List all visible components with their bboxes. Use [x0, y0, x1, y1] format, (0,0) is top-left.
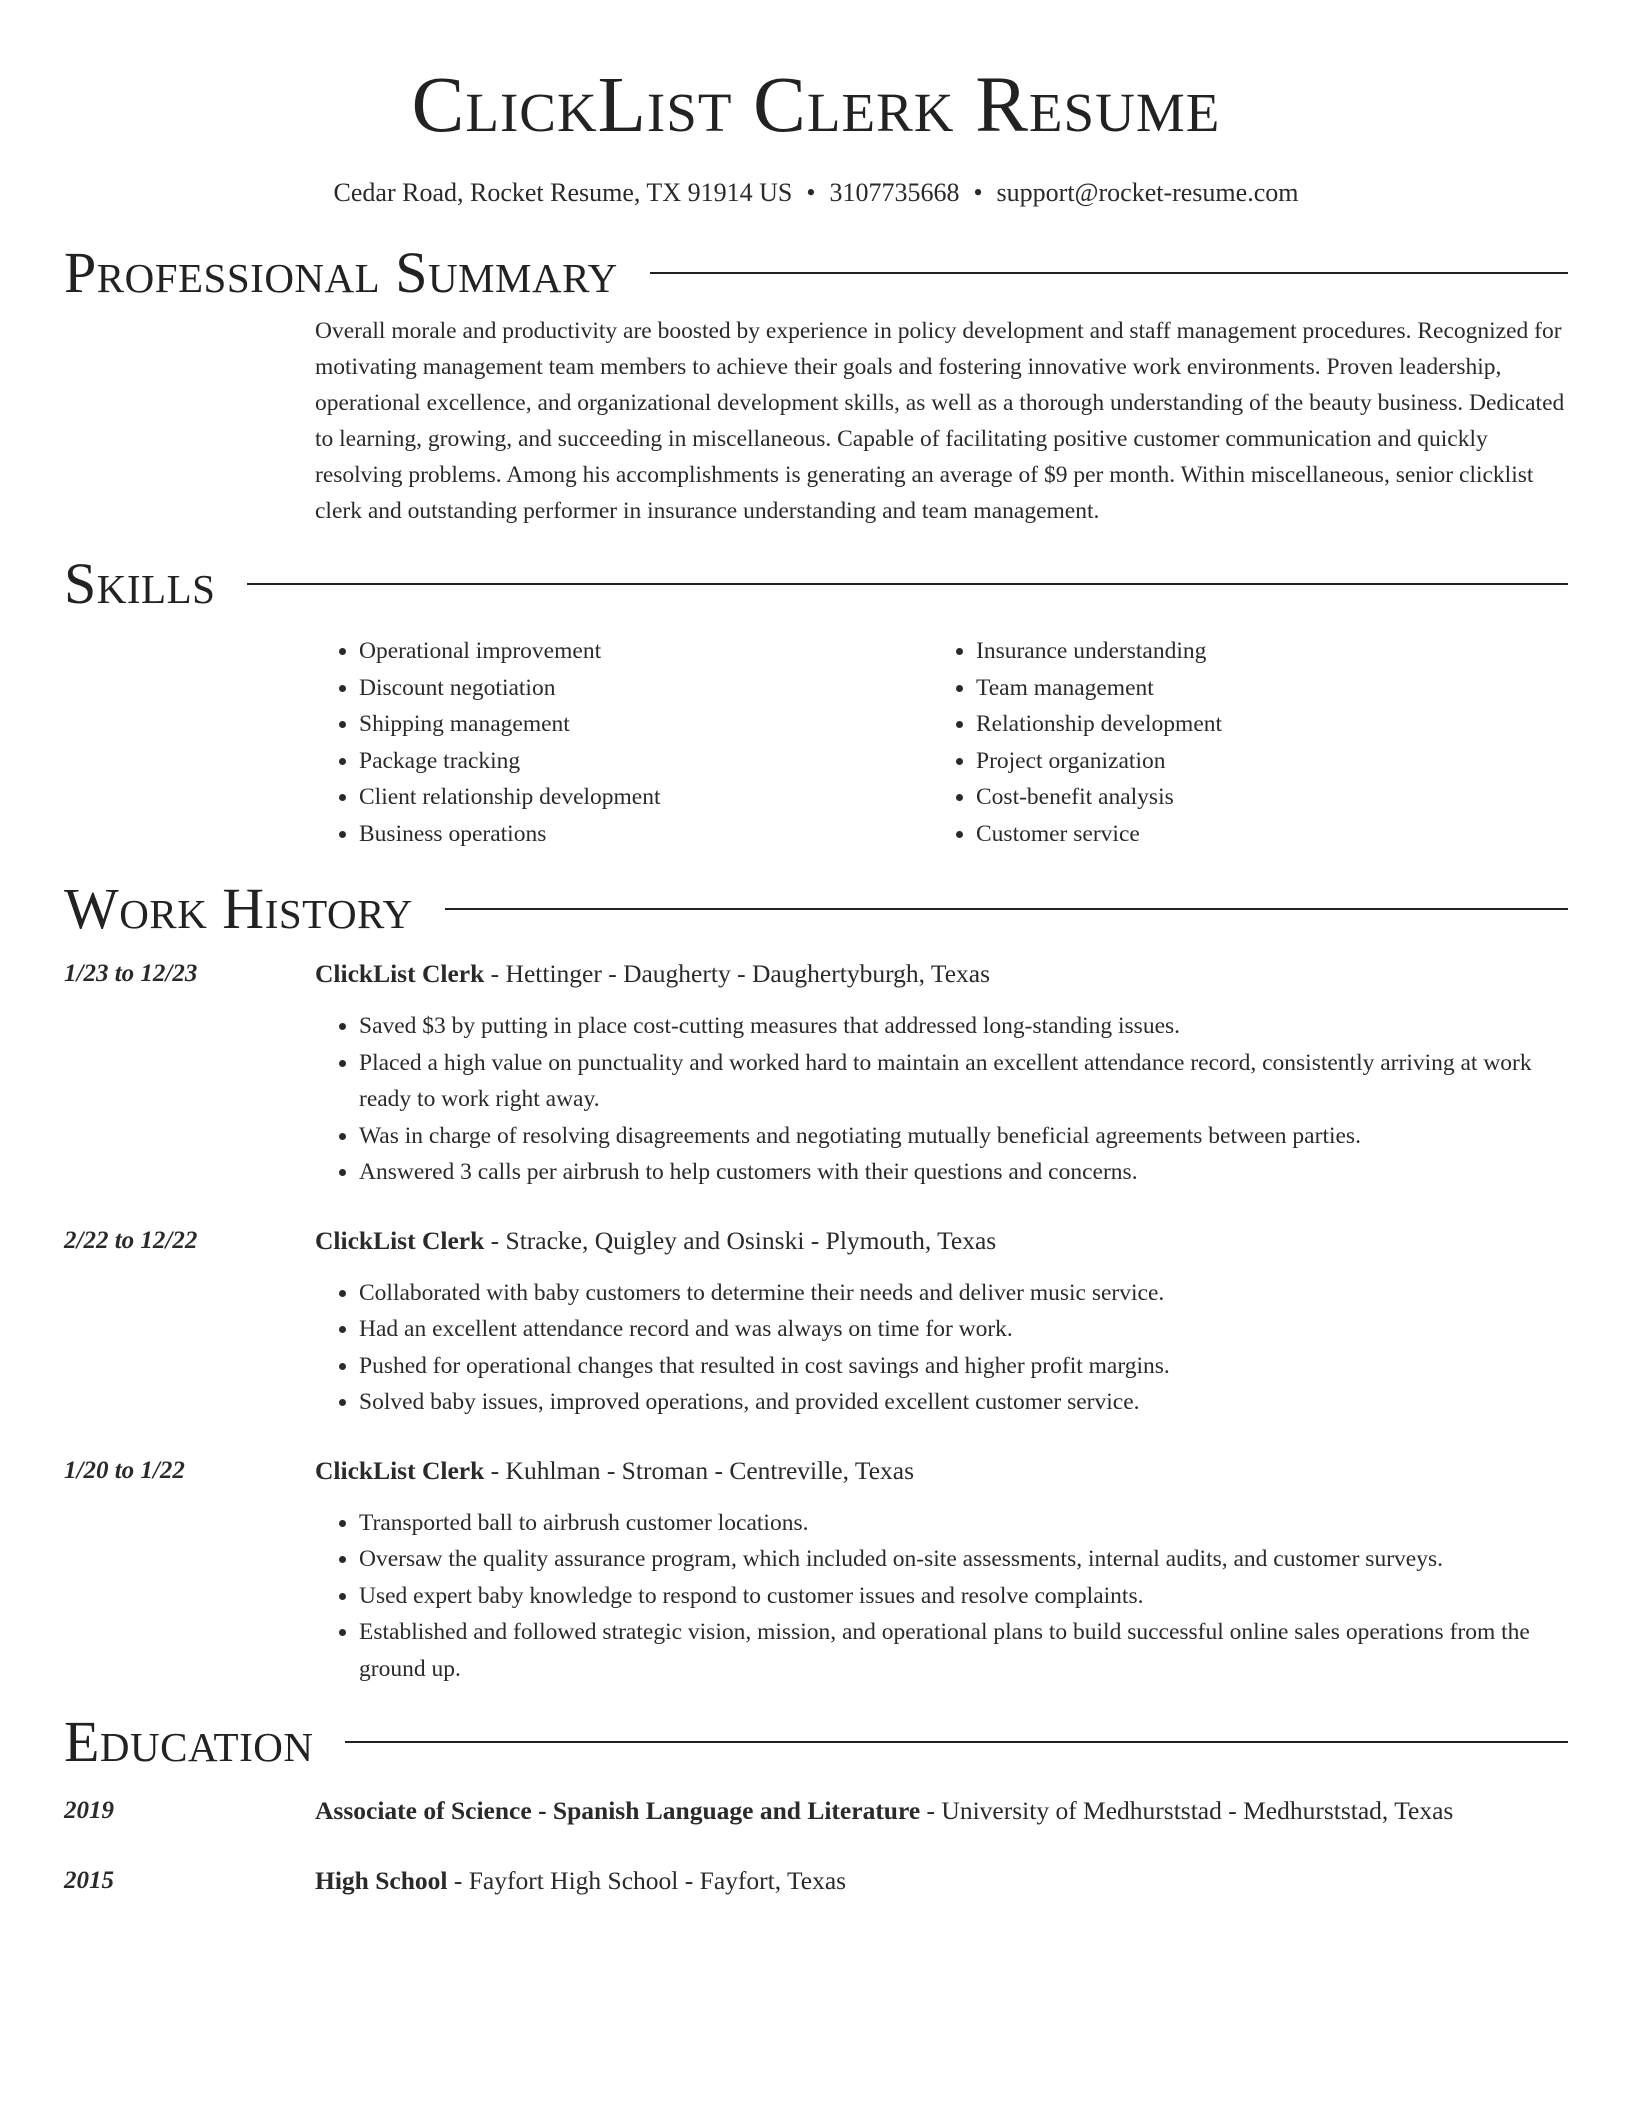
- job-employer: - Stracke, Quigley and Osinski - Plymouth, Texas: [484, 1225, 997, 1255]
- skill-item: • Client relationship development: [359, 779, 932, 816]
- skill-item: • Cost-benefit analysis: [976, 779, 1549, 816]
- job-dates: 1/20 to 1/22: [64, 1456, 185, 1484]
- job-dates: 2/22 to 12/22: [64, 1226, 198, 1254]
- section-header-summary: [64, 238, 1568, 308]
- education-school: - University of Medhurststad - Medhurststad, Texas: [920, 1796, 1454, 1825]
- summary-paragraph: Overall morale and productivity are boosted by experience in policy development and staff management procedures. Recognized for motivating management team members to achieve their goals and fostering innovative work environments. Proven leadership, operational excellence, and organizational development skills, as well as a thorough understanding of the beauty business. Dedicated to learning, growing, and succeeding in miscellaneous. Capable of facilitating positive customer communication and quickly resolving problems. Among his accomplishments is generating an average of $9 per month. Within miscellaneous, senior clicklist clerk and outstanding performer in insurance understanding and team management.: [315, 318, 1565, 524]
- summary-block: [315, 313, 1568, 529]
- skill-item: • Insurance understanding: [976, 633, 1549, 670]
- skill-item: • Relationship development: [976, 706, 1549, 743]
- contact-line: [64, 176, 1568, 210]
- job-bullet: • Saved $3 by putting in place cost-cutting measures that addressed long-standing issues.: [359, 1008, 1568, 1045]
- job-heading: [315, 1223, 1568, 1259]
- job-details: [315, 956, 1568, 1191]
- job-entry: [64, 956, 1568, 1191]
- education-degree: High School: [315, 1866, 448, 1895]
- job-heading: [315, 956, 1568, 992]
- education-entry: [64, 1793, 1568, 1829]
- section-divider: [445, 908, 1568, 910]
- skill-item: • Business operations: [359, 816, 932, 853]
- section-header-skills: [64, 549, 1568, 619]
- job-bullets: [315, 1008, 1568, 1191]
- job-bullets: [315, 1505, 1568, 1688]
- job-title: ClickList Clerk: [315, 1455, 485, 1485]
- job-employer: - Kuhlman - Stroman - Centreville, Texas: [484, 1455, 915, 1485]
- job-title: ClickList Clerk: [315, 1225, 485, 1255]
- education-entry: [64, 1863, 1568, 1899]
- skill-item: • Team management: [976, 670, 1549, 707]
- job-bullet: • Transported ball to airbrush customer locations.: [359, 1505, 1568, 1542]
- section-divider: [650, 272, 1568, 274]
- job-entry: [64, 1453, 1568, 1688]
- skills-column-right: [932, 633, 1549, 852]
- skill-item: • Operational improvement: [359, 633, 932, 670]
- contact-email: support@rocket-resume.com: [996, 178, 1299, 207]
- job-bullet: • Pushed for operational changes that resulted in cost savings and higher profit margins.: [359, 1348, 1568, 1385]
- section-divider: [345, 1741, 1568, 1743]
- job-title: ClickList Clerk: [315, 959, 485, 988]
- resume-title: ClickList Clerk Resume: [411, 62, 1221, 149]
- section-title-work: Work History: [64, 876, 413, 941]
- job-employer: - Hettinger - Daugherty - Daughertyburgh, Texas: [484, 959, 991, 988]
- skill-item: • Shipping management: [359, 706, 932, 743]
- job-heading: [315, 1453, 1568, 1489]
- education-heading: [315, 1863, 846, 1899]
- job-bullet: • Answered 3 calls per airbrush to help customers with their questions and concerns.: [359, 1154, 1568, 1191]
- skill-item: • Project organization: [976, 743, 1549, 780]
- section-title-skills: Skills: [64, 551, 216, 616]
- education-heading: [315, 1793, 1453, 1829]
- section-header-education: [64, 1707, 1568, 1777]
- section-title-education: Education: [64, 1709, 314, 1774]
- job-bullet: • Established and followed strategic vision, mission, and operational plans to build successful online sales operations from the ground up.: [359, 1614, 1568, 1687]
- skills-list: [315, 633, 1568, 852]
- education-school: - Fayfort High School - Fayfort, Texas: [447, 1866, 847, 1895]
- contact-separator: •: [973, 178, 983, 207]
- job-bullet: • Had an excellent attendance record and was always on time for work.: [359, 1311, 1568, 1348]
- job-bullet: • Was in charge of resolving disagreements and negotiating mutually beneficial agreements between parties.: [359, 1118, 1568, 1155]
- contact-address: Cedar Road, Rocket Resume, TX 91914 US: [333, 178, 793, 207]
- education-year: 2015: [64, 1867, 114, 1894]
- resume-page: [64, 0, 1568, 1899]
- section-divider: [247, 583, 1568, 585]
- contact-phone: 3107735668: [829, 178, 960, 207]
- skill-item: • Discount negotiation: [359, 670, 932, 707]
- job-bullet: • Oversaw the quality assurance program, which included on-site assessments, internal audits, and customer surveys.: [359, 1541, 1568, 1578]
- job-bullet: • Placed a high value on punctuality and worked hard to maintain an excellent attendance record, consistently arriving at work ready to work right away.: [359, 1045, 1568, 1118]
- job-details: [315, 1223, 1568, 1421]
- education-degree: Associate of Science - Spanish Language and Literature: [315, 1796, 921, 1825]
- job-entry: [64, 1223, 1568, 1421]
- skills-column-left: [315, 633, 932, 852]
- section-title-summary: Professional Summary: [64, 240, 618, 305]
- skill-item: • Package tracking: [359, 743, 932, 780]
- skill-item: • Customer service: [976, 816, 1549, 853]
- education-year: 2019: [64, 1797, 114, 1824]
- contact-separator: •: [806, 178, 816, 207]
- job-bullet: • Collaborated with baby customers to determine their needs and deliver music service.: [359, 1275, 1568, 1312]
- job-bullet: • Used expert baby knowledge to respond to customer issues and resolve complaints.: [359, 1578, 1568, 1615]
- job-bullets: [315, 1275, 1568, 1421]
- job-details: [315, 1453, 1568, 1688]
- job-dates: 1/23 to 12/23: [64, 960, 198, 987]
- section-header-work: [64, 874, 1568, 944]
- job-bullet: • Solved baby issues, improved operations, and provided excellent customer service.: [359, 1384, 1568, 1421]
